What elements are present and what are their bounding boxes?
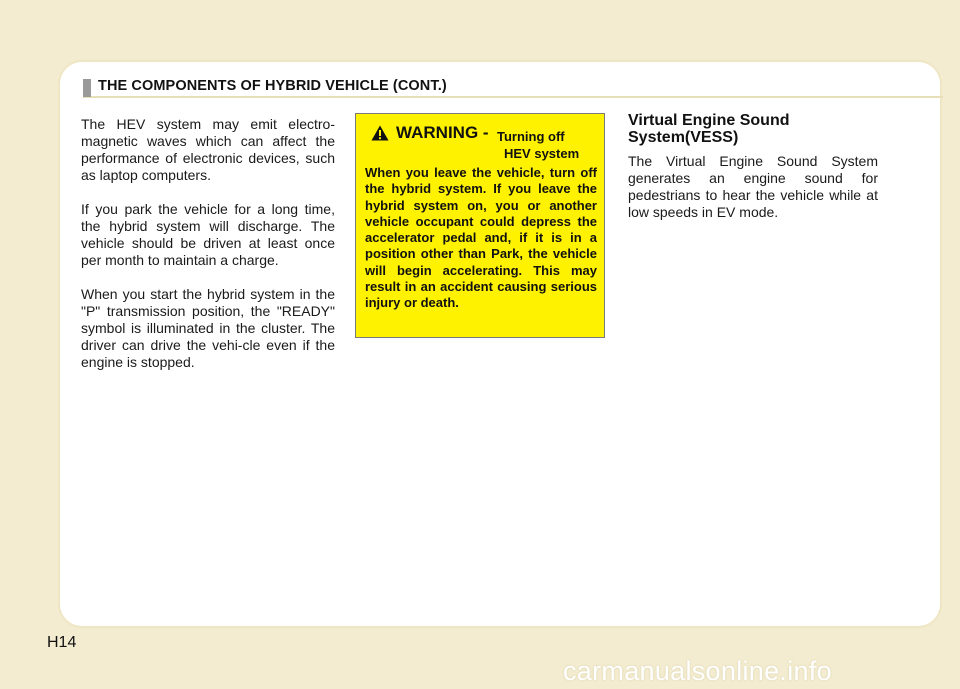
section-header-accent (83, 79, 91, 97)
page-number: H14 (47, 634, 77, 651)
paragraph-emissions: The HEV system may emit electro-magnetic waves which can affect the performance of electronic devices, such as laptop computers. (81, 116, 335, 183)
paragraph-parking: If you park the vehicle for a long time, the hybrid system will discharge. The vehicle should be driven at least once per month to maintain a charge. (81, 201, 335, 268)
warning-body: When you leave the vehicle, turn off the hybrid system. If you leave the hybrid system on, you or another vehicle occupant could depress the accelerator pedal and, if it is in a position other than Park, the vehicle will begin accelerating. This may result in an accident causing serious injury or death. (365, 165, 597, 311)
warning-box (355, 113, 605, 338)
warning-triangle-icon (371, 125, 389, 141)
vess-body: The Virtual Engine Sound System generates an engine sound for pedestrians to hear the vehicle while at low speeds in EV mode. (628, 153, 878, 220)
section-title: THE COMPONENTS OF HYBRID VEHICLE (CONT.) (98, 78, 447, 94)
paragraph-ready-symbol: When you start the hybrid system in the "P" transmission position, the "READY" symbol is illuminated in the cluster. The driver can drive the vehi-cle even if the engine is stopped. (81, 286, 335, 370)
warning-label: WARNING - (396, 123, 489, 142)
watermark: carmanualsonline.info (563, 656, 832, 686)
left-column (81, 116, 335, 388)
vess-heading: Virtual Engine Sound System(VESS) (628, 112, 790, 146)
warning-subtitle-line2: HEV system (504, 146, 580, 161)
warning-subtitle-line1: Turning off (497, 129, 565, 144)
